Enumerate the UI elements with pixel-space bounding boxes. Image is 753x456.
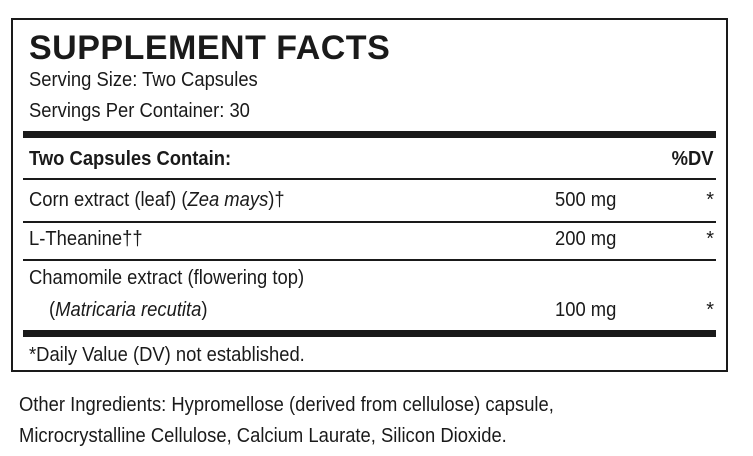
- divider: [23, 221, 716, 223]
- ingredient-dv-chamomile: *: [706, 299, 714, 321]
- panel-title: SUPPLEMENT FACTS: [29, 29, 391, 67]
- ingredient-name-theanine: L-Theanine††: [29, 228, 143, 250]
- ingredient-dv-corn: *: [706, 189, 714, 211]
- supplement-facts-panel: [11, 18, 728, 372]
- ingredient-name-corn: Corn extract (leaf) (Zea mays)†: [29, 189, 285, 211]
- ingredient-amount-theanine: 200 mg: [555, 228, 617, 250]
- ingredient-name-chamomile-latin: (Matricaria recutita): [49, 299, 208, 321]
- table-header-dv: %DV: [672, 148, 714, 170]
- thick-divider-bottom: [23, 330, 716, 337]
- serving-size: Serving Size: Two Capsules: [29, 69, 258, 91]
- other-ingredients-line2: Microcrystalline Cellulose, Calcium Laurate, Silicon Dioxide.: [19, 425, 507, 447]
- divider: [23, 178, 716, 180]
- ingredient-dv-theanine: *: [706, 228, 714, 250]
- thick-divider-top: [23, 131, 716, 138]
- ingredient-amount-corn: 500 mg: [555, 189, 617, 211]
- servings-per-container: Servings Per Container: 30: [29, 100, 250, 122]
- ingredient-name-chamomile: Chamomile extract (flowering top): [29, 267, 305, 289]
- table-header-label: Two Capsules Contain:: [29, 148, 232, 170]
- ingredient-amount-chamomile: 100 mg: [555, 299, 617, 321]
- divider: [23, 259, 716, 261]
- other-ingredients-line1: Other Ingredients: Hypromellose (derived from cellulose) capsule,: [19, 394, 554, 416]
- daily-value-footnote: *Daily Value (DV) not established.: [29, 344, 305, 366]
